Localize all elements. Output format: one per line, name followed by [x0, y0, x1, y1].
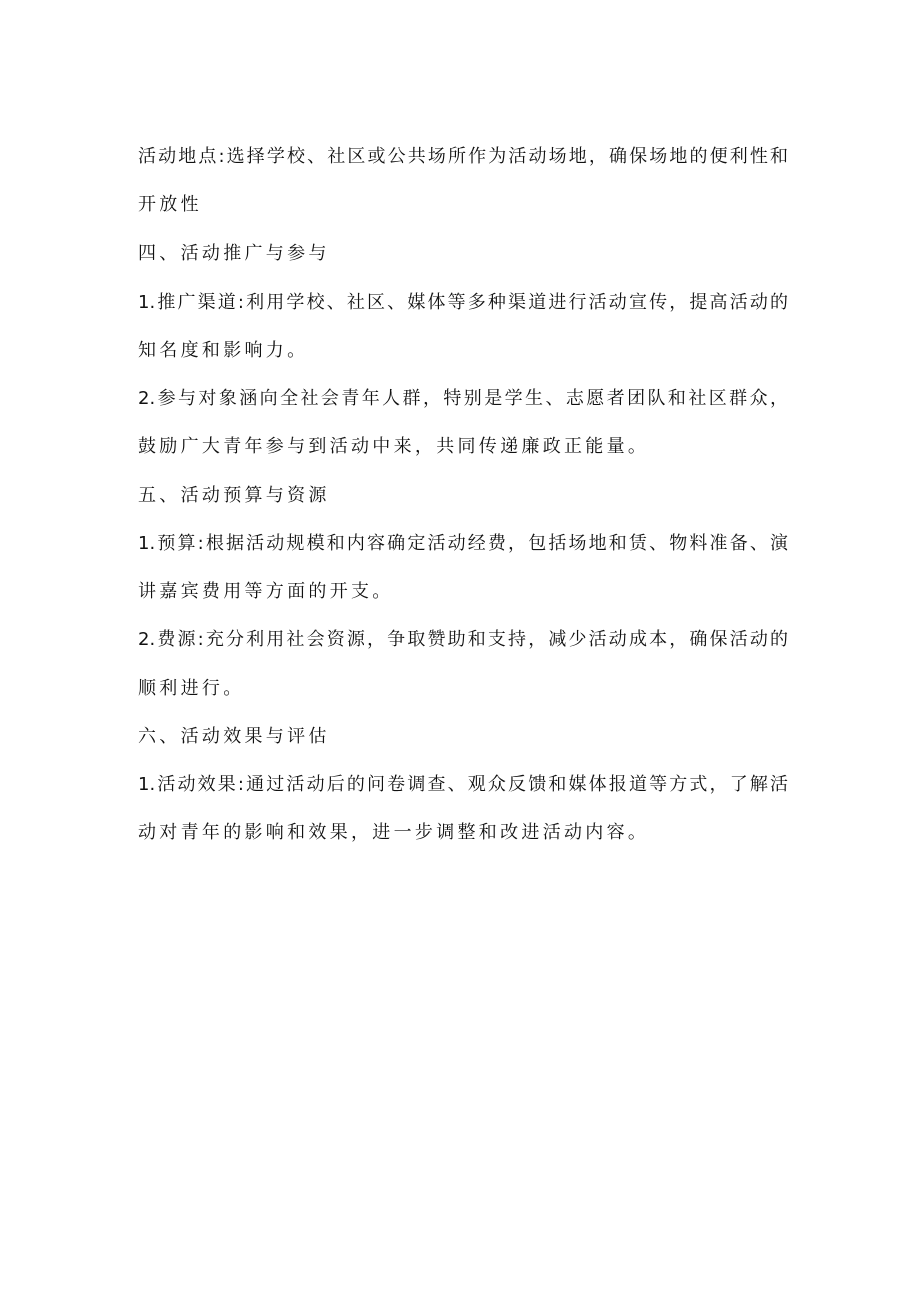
paragraph-line: 鼓励广大青年参与到活动中来，共同传递廉政正能量。	[138, 436, 650, 457]
paragraph-line: 知名度和影响力。	[138, 340, 309, 361]
paragraph-line: 2.参与对象涵向全社会青年人群，特别是学生、志愿者团队和社区群众，	[138, 388, 788, 409]
section-heading: 四、活动推广与参与	[138, 243, 330, 264]
section-heading: 五、活动预算与资源	[138, 485, 330, 506]
paragraph-line: 开放性	[138, 194, 202, 215]
paragraph-line: 2.费源:充分利用社会资源，争取赞助和支持，减少活动成本，确保活动的	[138, 629, 788, 650]
paragraph-line: 顺利进行。	[138, 678, 245, 699]
section-heading: 六、活动效果与评估	[138, 726, 330, 747]
paragraph-line: 讲嘉宾费用等方面的开支。	[138, 581, 394, 602]
paragraph-line: 1.推广渠道:利用学校、社区、媒体等多种渠道进行活动宣传，提高活动的	[138, 292, 788, 313]
paragraph-line: 1.预算:根据活动规模和内容确定活动经费，包括场地和赁、物料准备、演	[138, 533, 788, 554]
paragraph-line: 动对青年的影响和效果，进一步调整和改进活动内容。	[138, 822, 650, 843]
paragraph-line: 1.活动效果:通过活动后的问卷调查、观众反馈和媒体报道等方式，了解活	[138, 774, 788, 795]
paragraph-line: 活动地点:选择学校、社区或公共场所作为活动场地，确保场地的便利性和	[138, 146, 788, 167]
